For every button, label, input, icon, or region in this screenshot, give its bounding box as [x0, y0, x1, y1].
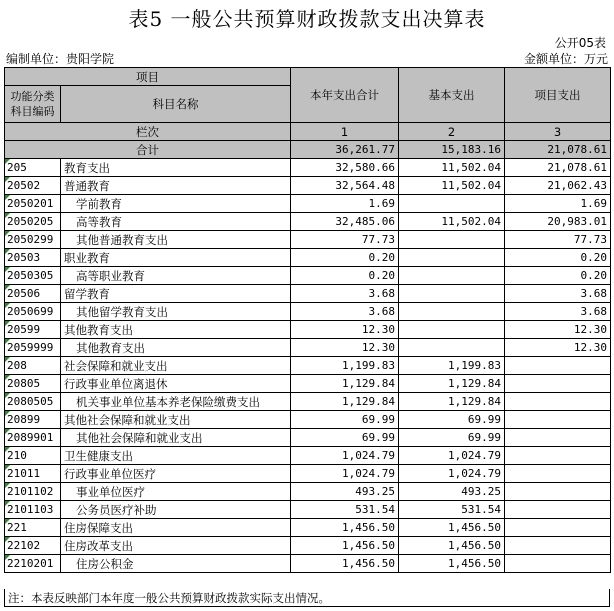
table-row	[5, 213, 611, 231]
table-row	[5, 159, 611, 177]
row-total: 69.99	[291, 411, 399, 429]
row-code: 2050699	[5, 303, 61, 321]
table-code: 公开05表	[554, 36, 606, 50]
row-code: 2050305	[5, 267, 61, 285]
row-code: 2050201	[5, 195, 61, 213]
header-basic: 基本支出	[399, 68, 505, 123]
row-name: 其他普通教育支出	[61, 231, 291, 249]
row-name: 卫生健康支出	[61, 447, 291, 465]
row-total: 12.30	[291, 321, 399, 339]
row-name: 社会保障和就业支出	[61, 357, 291, 375]
row-code: 20599	[5, 321, 61, 339]
table-row	[5, 321, 611, 339]
row-total: 1,456.50	[291, 555, 399, 573]
row-total: 1,129.84	[291, 393, 399, 411]
sum-project: 21,078.61	[505, 141, 611, 159]
table-row	[5, 339, 611, 357]
row-name: 高等职业教育	[61, 267, 291, 285]
row-basic: 11,502.04	[399, 159, 505, 177]
table-row	[5, 195, 611, 213]
row-name: 其他教育支出	[61, 321, 291, 339]
row-total: 0.20	[291, 249, 399, 267]
row-code: 21011	[5, 465, 61, 483]
row-total: 1,024.79	[291, 447, 399, 465]
row-code: 2089901	[5, 429, 61, 447]
row-code: 210	[5, 447, 61, 465]
table-row	[5, 285, 611, 303]
row-project: 12.30	[505, 339, 611, 357]
row-project	[505, 519, 611, 537]
row-project: 1.69	[505, 195, 611, 213]
row-project	[505, 357, 611, 375]
row-basic	[399, 303, 505, 321]
row-project: 0.20	[505, 267, 611, 285]
row-name: 住房保障支出	[61, 519, 291, 537]
row-project	[505, 483, 611, 501]
row-code: 221	[5, 519, 61, 537]
row-basic: 11,502.04	[399, 213, 505, 231]
row-total: 1,199.83	[291, 357, 399, 375]
row-basic: 1,456.50	[399, 537, 505, 555]
row-basic: 1,129.84	[399, 375, 505, 393]
row-project: 77.73	[505, 231, 611, 249]
table-row	[5, 249, 611, 267]
row-total: 77.73	[291, 231, 399, 249]
table-row	[5, 519, 611, 537]
table-row	[5, 231, 611, 249]
row-name: 行政事业单位医疗	[61, 465, 291, 483]
col-number-2: 2	[399, 123, 505, 141]
row-code: 2210201	[5, 555, 61, 573]
row-name: 住房改革支出	[61, 537, 291, 555]
row-project: 3.68	[505, 303, 611, 321]
row-code: 2080505	[5, 393, 61, 411]
row-code: 2101102	[5, 483, 61, 501]
row-name: 教育支出	[61, 159, 291, 177]
table-row	[5, 411, 611, 429]
row-project: 21,062.43	[505, 177, 611, 195]
sum-basic: 15,183.16	[399, 141, 505, 159]
compiling-unit: 编制单位：贵阳学院	[6, 52, 115, 66]
row-total: 0.20	[291, 267, 399, 285]
row-basic: 1,456.50	[399, 555, 505, 573]
row-project	[505, 501, 611, 519]
row-name: 机关事业单位基本养老保险缴费支出	[61, 393, 291, 411]
header-col-row: 栏次	[5, 123, 291, 141]
row-basic	[399, 195, 505, 213]
row-basic: 531.54	[399, 501, 505, 519]
row-code: 2050205	[5, 213, 61, 231]
row-basic: 11,502.04	[399, 177, 505, 195]
row-total: 1,024.79	[291, 465, 399, 483]
row-code: 20506	[5, 285, 61, 303]
table-row	[5, 555, 611, 573]
header-subject-name: 科目名称	[61, 86, 291, 123]
row-basic: 1,129.84	[399, 393, 505, 411]
row-total: 1.69	[291, 195, 399, 213]
row-name: 高等教育	[61, 213, 291, 231]
row-basic	[399, 231, 505, 249]
row-total: 3.68	[291, 303, 399, 321]
row-total: 12.30	[291, 339, 399, 357]
row-code: 20502	[5, 177, 61, 195]
col-number-1: 1	[291, 123, 399, 141]
row-project	[505, 429, 611, 447]
header-func-code: 功能分类科目编码	[5, 86, 61, 123]
row-basic	[399, 249, 505, 267]
row-name: 学前教育	[61, 195, 291, 213]
row-name: 公务员医疗补助	[61, 501, 291, 519]
row-project: 20,983.01	[505, 213, 611, 231]
row-code: 20805	[5, 375, 61, 393]
table-row	[5, 501, 611, 519]
row-project	[505, 411, 611, 429]
row-name: 留学教育	[61, 285, 291, 303]
row-project	[505, 393, 611, 411]
table-row	[5, 429, 611, 447]
row-total: 1,456.50	[291, 537, 399, 555]
row-project: 21,078.61	[505, 159, 611, 177]
row-basic	[399, 285, 505, 303]
row-basic: 69.99	[399, 429, 505, 447]
money-unit: 金额单位：万元	[523, 52, 608, 66]
row-total: 3.68	[291, 285, 399, 303]
row-code: 2050299	[5, 231, 61, 249]
row-basic	[399, 339, 505, 357]
row-name: 其他社会保障和就业支出	[61, 411, 291, 429]
table-row	[5, 447, 611, 465]
row-name: 其他教育支出	[61, 339, 291, 357]
row-basic: 69.99	[399, 411, 505, 429]
row-code: 22102	[5, 537, 61, 555]
table-row	[5, 465, 611, 483]
row-code: 208	[5, 357, 61, 375]
row-code: 205	[5, 159, 61, 177]
row-total: 32,485.06	[291, 213, 399, 231]
row-basic: 1,024.79	[399, 447, 505, 465]
header-total: 本年支出合计	[291, 68, 399, 123]
row-basic: 493.25	[399, 483, 505, 501]
row-basic	[399, 267, 505, 285]
row-project	[505, 447, 611, 465]
row-basic	[399, 321, 505, 339]
row-name: 其他社会保障和就业支出	[61, 429, 291, 447]
row-project: 12.30	[505, 321, 611, 339]
row-project: 0.20	[505, 249, 611, 267]
row-total: 1,129.84	[291, 375, 399, 393]
row-project	[505, 555, 611, 573]
header-item: 项目	[5, 68, 291, 86]
table-row	[5, 303, 611, 321]
table-row	[5, 177, 611, 195]
row-project	[505, 537, 611, 555]
row-project	[505, 465, 611, 483]
report-title: 表5 一般公共预算财政拨款支出决算表	[128, 7, 486, 31]
table-note: 注：本表反映部门本年度一般公共预算财政拨款实际支出情况。	[4, 589, 610, 607]
row-total: 69.99	[291, 429, 399, 447]
expenditure-table	[4, 67, 611, 573]
row-code: 2101103	[5, 501, 61, 519]
row-basic: 1,456.50	[399, 519, 505, 537]
row-total: 32,564.48	[291, 177, 399, 195]
table-row	[5, 393, 611, 411]
sum-total: 36,261.77	[291, 141, 399, 159]
row-total: 531.54	[291, 501, 399, 519]
row-total: 493.25	[291, 483, 399, 501]
row-code: 20503	[5, 249, 61, 267]
row-basic: 1,199.83	[399, 357, 505, 375]
table-row	[5, 267, 611, 285]
row-name: 住房公积金	[61, 555, 291, 573]
row-name: 职业教育	[61, 249, 291, 267]
table-row	[5, 357, 611, 375]
row-code: 2059999	[5, 339, 61, 357]
header-project: 项目支出	[505, 68, 611, 123]
col-number-3: 3	[505, 123, 611, 141]
row-total: 32,580.66	[291, 159, 399, 177]
table-row	[5, 483, 611, 501]
row-basic: 1,024.79	[399, 465, 505, 483]
sum-row-label: 合计	[5, 141, 291, 159]
row-project: 3.68	[505, 285, 611, 303]
row-total: 1,456.50	[291, 519, 399, 537]
row-name: 事业单位医疗	[61, 483, 291, 501]
table-row	[5, 537, 611, 555]
row-code: 20899	[5, 411, 61, 429]
row-name: 普通教育	[61, 177, 291, 195]
row-project	[505, 375, 611, 393]
table-row	[5, 375, 611, 393]
row-name: 行政事业单位离退休	[61, 375, 291, 393]
row-name: 其他留学教育支出	[61, 303, 291, 321]
